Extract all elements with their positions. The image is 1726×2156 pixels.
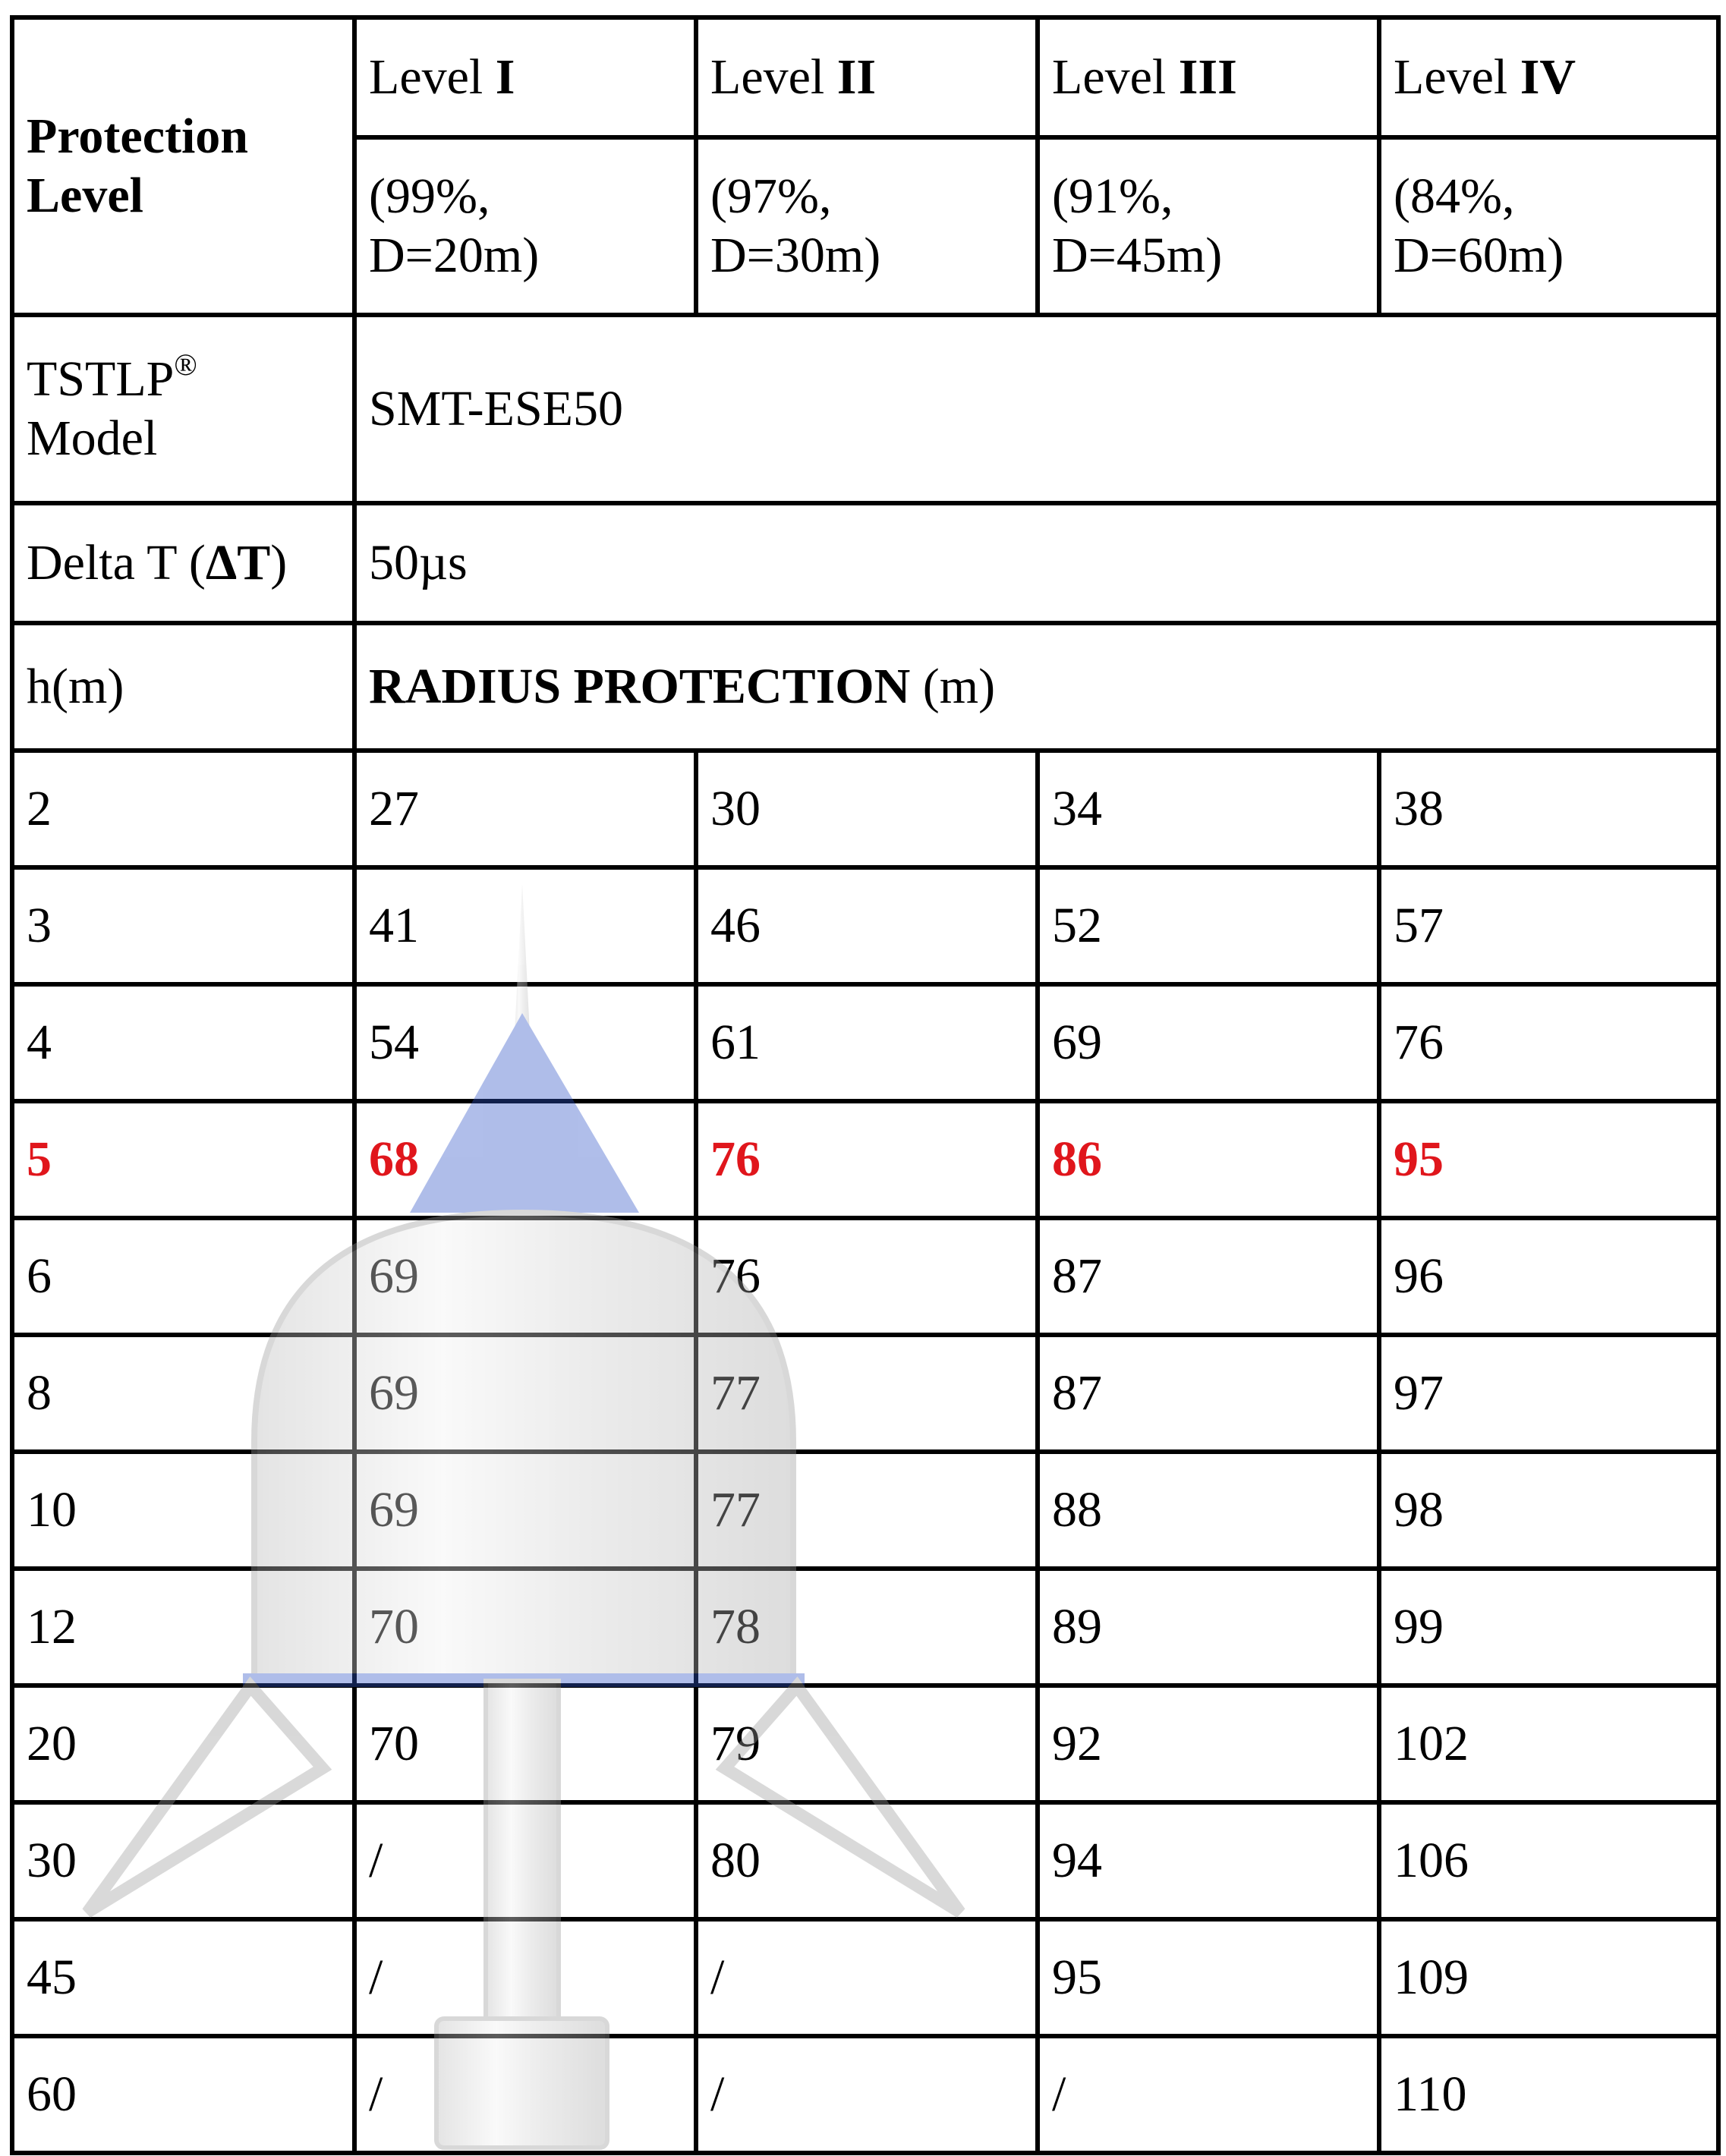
level-heading: Level II	[696, 17, 1038, 137]
height-cell: 6	[12, 1218, 354, 1335]
delta-value: 50µs	[354, 503, 1718, 623]
protection-level-label: Protection Level	[12, 17, 354, 315]
radius-cell: 77	[696, 1335, 1038, 1452]
table-row	[12, 1569, 1718, 1685]
radius-cell: 34	[1038, 751, 1379, 867]
radius-cell: 87	[1038, 1218, 1379, 1335]
radius-cell: 69	[354, 1452, 696, 1569]
model-label: TSTLP® Model	[12, 315, 354, 503]
level-heading: Level IV	[1379, 17, 1718, 137]
radius-title: RADIUS PROTECTION (m)	[354, 623, 1718, 751]
level-detail: (99%, D=20m)	[354, 137, 696, 315]
table-row	[12, 1919, 1718, 2036]
radius-cell: 76	[1379, 984, 1718, 1101]
height-cell: 5	[12, 1101, 354, 1218]
radius-cell: 95	[1379, 1101, 1718, 1218]
radius-cell: 57	[1379, 867, 1718, 984]
radius-cell: 92	[1038, 1685, 1379, 1802]
table-row	[12, 1685, 1718, 1802]
radius-cell: /	[354, 1919, 696, 2036]
table-row	[12, 1802, 1718, 1919]
header-row	[12, 17, 1718, 137]
radius-cell: 94	[1038, 1802, 1379, 1919]
model-value: SMT-ESE50	[354, 315, 1718, 503]
radius-cell: 70	[354, 1569, 696, 1685]
radius-cell: 76	[696, 1218, 1038, 1335]
radius-cell: 54	[354, 984, 696, 1101]
radius-cell: /	[354, 1802, 696, 1919]
level-heading: Level I	[354, 17, 696, 137]
level-heading: Level III	[1038, 17, 1379, 137]
radius-cell: 99	[1379, 1569, 1718, 1685]
radius-cell: 95	[1038, 1919, 1379, 2036]
height-cell: 20	[12, 1685, 354, 1802]
table-row	[12, 867, 1718, 984]
radius-cell: 87	[1038, 1335, 1379, 1452]
level-detail: (84%, D=60m)	[1379, 137, 1718, 315]
radius-cell: 61	[696, 984, 1038, 1101]
radius-cell: 96	[1379, 1218, 1718, 1335]
radius-cell: 69	[354, 1218, 696, 1335]
radius-cell: 109	[1379, 1919, 1718, 2036]
table-row	[12, 984, 1718, 1101]
radius-cell: 80	[696, 1802, 1038, 1919]
radius-cell: 79	[696, 1685, 1038, 1802]
table-row	[12, 1218, 1718, 1335]
radius-cell: 69	[1038, 984, 1379, 1101]
radius-cell: 86	[1038, 1101, 1379, 1218]
radius-cell: /	[1038, 2036, 1379, 2153]
radius-cell: /	[696, 1919, 1038, 2036]
radius-cell: 106	[1379, 1802, 1718, 1919]
radius-header-row	[12, 623, 1718, 751]
radius-cell: 78	[696, 1569, 1038, 1685]
height-cell: 30	[12, 1802, 354, 1919]
height-cell: 4	[12, 984, 354, 1101]
height-cell: 45	[12, 1919, 354, 2036]
protection-radius-table	[10, 15, 1721, 2155]
table-row	[12, 1452, 1718, 1569]
radius-cell: 110	[1379, 2036, 1718, 2153]
radius-cell: 69	[354, 1335, 696, 1452]
delta-label: Delta T (ΔT)	[12, 503, 354, 623]
radius-cell: 27	[354, 751, 696, 867]
radius-cell: /	[354, 2036, 696, 2153]
radius-cell: 98	[1379, 1452, 1718, 1569]
table-row	[12, 2036, 1718, 2153]
table-row	[12, 751, 1718, 867]
radius-cell: 76	[696, 1101, 1038, 1218]
height-cell: 3	[12, 867, 354, 984]
data-rows	[12, 751, 1718, 2153]
radius-cell: 89	[1038, 1569, 1379, 1685]
radius-cell: 30	[696, 751, 1038, 867]
height-cell: 60	[12, 2036, 354, 2153]
level-detail: (97%, D=30m)	[696, 137, 1038, 315]
radius-cell: 70	[354, 1685, 696, 1802]
radius-cell: 88	[1038, 1452, 1379, 1569]
height-cell: 8	[12, 1335, 354, 1452]
table-row	[12, 1335, 1718, 1452]
model-row	[12, 315, 1718, 503]
radius-cell: 46	[696, 867, 1038, 984]
height-cell: 10	[12, 1452, 354, 1569]
radius-cell: 68	[354, 1101, 696, 1218]
radius-cell: /	[696, 2036, 1038, 2153]
radius-cell: 77	[696, 1452, 1038, 1569]
height-cell: 2	[12, 751, 354, 867]
radius-cell: 38	[1379, 751, 1718, 867]
height-cell: 12	[12, 1569, 354, 1685]
radius-cell: 41	[354, 867, 696, 984]
height-label: h(m)	[12, 623, 354, 751]
table-row	[12, 1101, 1718, 1218]
radius-cell: 102	[1379, 1685, 1718, 1802]
radius-cell: 52	[1038, 867, 1379, 984]
radius-cell: 97	[1379, 1335, 1718, 1452]
delta-row	[12, 503, 1718, 623]
level-detail: (91%, D=45m)	[1038, 137, 1379, 315]
